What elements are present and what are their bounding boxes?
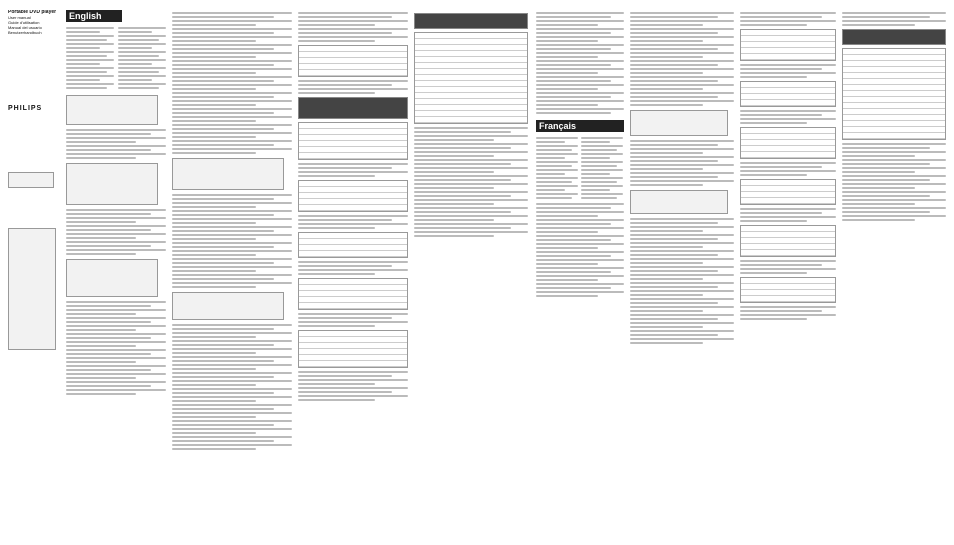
cover-title: Portable DVD player <box>8 10 57 15</box>
french-body-panel-2 <box>740 10 836 535</box>
device-illustration-small <box>8 228 56 350</box>
settings-table-5 <box>298 278 408 310</box>
french-body-panel-3 <box>842 10 946 535</box>
connection-illustration <box>172 158 284 190</box>
cover-panel <box>8 10 58 535</box>
player-front-illustration <box>66 163 158 205</box>
brand-logo: PHILIPS <box>8 105 43 112</box>
settings-table-1 <box>298 45 408 77</box>
french-table-6 <box>740 277 836 303</box>
french-table-3 <box>740 127 836 159</box>
cover-subtitle-1: User manual <box>8 15 31 20</box>
english-band: English <box>66 10 122 22</box>
french-body-panel-1 <box>630 10 734 535</box>
barcode-area <box>8 172 54 188</box>
french-troubleshooting-table <box>842 48 946 140</box>
french-table-4 <box>740 179 836 205</box>
french-band: Français <box>536 120 624 132</box>
troubleshooting-table <box>414 32 528 124</box>
french-table-1 <box>740 29 836 61</box>
french-table-5 <box>740 225 836 257</box>
setup-menu-illustration <box>172 292 284 320</box>
english-body-panel-1 <box>172 10 292 535</box>
settings-table-4 <box>298 232 408 258</box>
french-illustration-2 <box>630 190 728 214</box>
cover-subtitle-3: Manual del usuario <box>8 25 42 30</box>
french-warning-box <box>842 29 946 45</box>
settings-table-3 <box>298 180 408 212</box>
french-contents-panel <box>536 10 624 535</box>
note-box <box>298 97 408 119</box>
french-illustration-1 <box>630 110 728 136</box>
remote-illustration <box>66 259 158 297</box>
cover-subtitle-2: Guide d'utilisation <box>8 20 40 25</box>
settings-table-6 <box>298 330 408 368</box>
cover-subtitle-4: Benutzerhandbuch <box>8 30 42 35</box>
player-top-illustration <box>66 95 158 125</box>
settings-table-2 <box>298 122 408 160</box>
french-table-2 <box>740 81 836 107</box>
warning-box <box>414 13 528 29</box>
english-contents-panel <box>66 10 166 535</box>
manual-sheet <box>8 10 946 535</box>
english-body-panel-3 <box>414 10 528 535</box>
english-body-panel-2 <box>298 10 408 535</box>
